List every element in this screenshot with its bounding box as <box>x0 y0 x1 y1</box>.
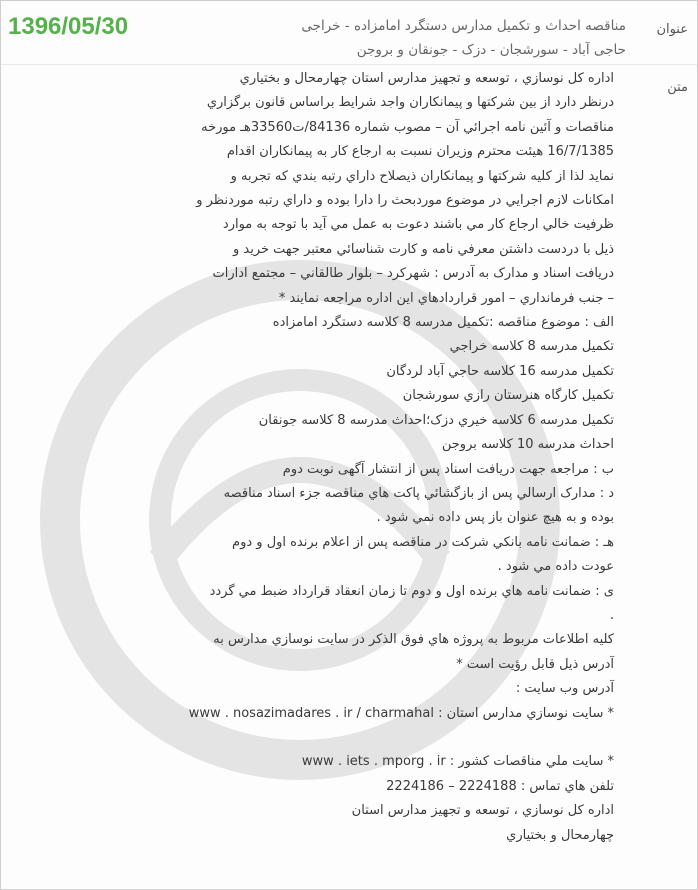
title-line: حاجی آباد - سورشجان - دزک - جونقان و بروجن <box>356 42 626 58</box>
body-line: . <box>609 607 614 623</box>
body-line: بوده و به هيچ عنوان باز پس داده نمي شود . <box>376 510 614 526</box>
body-line: احداث مدرسه 10 کلاسه بروجن <box>441 437 614 453</box>
body-line: عودت داده مي شود . <box>497 559 614 575</box>
body-line: ی : ضمانت نامه هاي برنده اول و دوم تا زمان انعقاد قرارداد ضبط مي گردد <box>209 583 614 599</box>
body-line: دريافت اسناد و مدارک به آدرس : شهرکرد – بلوار طالقاني – مجتمع ادارات <box>212 266 614 282</box>
body-line <box>6 726 614 750</box>
body-line: الف : موضوع مناقصه :تکميل مدرسه 8 کلاسه دستگرد امامزاده <box>272 315 614 331</box>
body-line: تکميل مدرسه 6 کلاسه خيري دزک؛احداث مدرسه 8 کلاسه جونقان <box>258 412 614 428</box>
signature-line: اداره کل نوسازي ، توسعه و تجهيز مدارس استان <box>351 803 614 819</box>
body-line: ب : مراجعه جهت دريافت اسناد پس از انتشار آگهی نوبت دوم <box>282 461 614 477</box>
body-line: درنظر دارد از بين شرکتها و پيمانکاران واجد شرايط براساس قانون برگزاري <box>206 95 614 111</box>
body-line: 16/7/1385 هيئت محترم وزيران نسبت به ارجاع کار به پيمانکاران اقدام <box>226 144 614 160</box>
body-line: هـ : ضمانت نامه بانکي شرکت در مناقصه پس از اعلام برنده اول و دوم <box>232 534 614 550</box>
publish-date: 1396/05/30 <box>8 13 129 40</box>
website-line[interactable]: * سايت ملي مناقصات کشور : www . iets . mporg . ir <box>301 754 614 770</box>
body-line: اداره کل نوسازي ، توسعه و تجهيز مدارس استان چهارمحال و بختياري <box>239 71 614 86</box>
body-line: د : مدارک ارسالي پس از بازگشائي پاکت هاي مناقصه جزء اسناد مناقصه <box>223 485 614 501</box>
body-line: آدرس وب سايت : <box>515 681 614 697</box>
row-divider <box>1 64 697 65</box>
body-line: – جنب فرمانداري – امور قراردادهاي اين اداره مراجعه نمايند * <box>278 290 614 306</box>
title-line: مناقصه احداث و تكميل مدارس دستگرد امامزاده - خراجی <box>301 18 626 34</box>
body-line: ظرفيت خالي ارجاع کار مي باشند دعوت به عمل مي آيد با توجه به موارد <box>222 217 614 233</box>
body-line: ذيل با دردست داشتن معرفي نامه و کارت شناسائي معتبر جهت خريد و <box>232 241 614 257</box>
title-label: عنوان <box>656 22 688 37</box>
body-line: تکميل مدرسه 8 کلاسه خراجي <box>449 339 614 355</box>
body-line: آدرس ذيل قابل رؤيت است * <box>456 656 614 672</box>
body-line: مناقصات و آئين نامه اجرائي آن – مصوب شماره 84136/ت33560هـ مورخه <box>201 119 614 135</box>
body-line: کليه اطلاعات مربوط به پروژه هاي فوق الذکر در سايت نوسازي مدارس به <box>213 632 614 648</box>
phone-line: تلفن هاي تماس : 2224188 – 2224186 <box>386 778 614 794</box>
body-label: متن <box>667 80 688 95</box>
body-line: تکميل مدرسه 16 کلاسه حاجي آباد لردگان <box>386 363 614 379</box>
notice-title <box>6 14 626 62</box>
website-line[interactable]: * سايت نوسازي مدارس استان : www . nosazimadares . ir / charmahal <box>188 705 614 721</box>
notice-body <box>6 67 614 848</box>
body-line: تکميل کارگاه هنرستان رازي سورشجان <box>402 388 614 404</box>
signature-line: چهارمحال و بختياري <box>506 827 614 843</box>
body-line: نمايد لذا از کليه شرکتها و پيمانکاران ذيصلاح داراي رتبه بندي که تجربه و <box>230 168 614 184</box>
body-line: امکانات لازم اجرايي در موضوع موردبحث را دارا بوده و داراي رتبه موردنظر و <box>196 193 614 209</box>
